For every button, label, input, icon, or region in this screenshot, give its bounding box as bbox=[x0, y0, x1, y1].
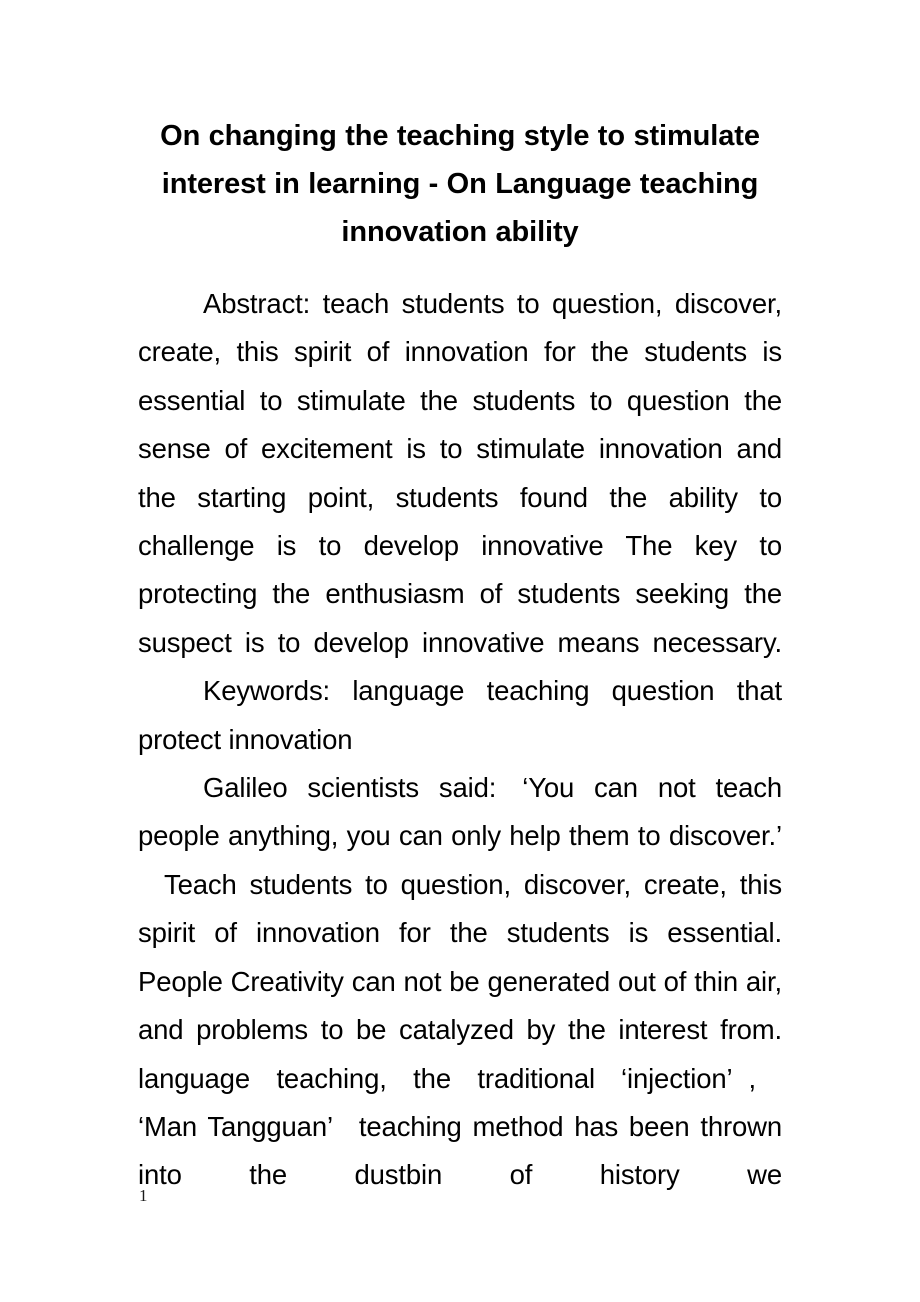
keywords-paragraph: Keywords: language teaching question that protect innovation bbox=[138, 675, 782, 755]
introduction-body-b: teaching method has been thrown into the dustbin of history we bbox=[138, 1110, 782, 1191]
page-number: 1 bbox=[139, 1186, 148, 1205]
document-body bbox=[138, 280, 782, 1200]
abstract-paragraph: Abstract: teach students to question, discover, create, this spirit of innovation for the students is essential to stimulate the students to question the sense of excitement is to stimulate innovation and the starting point, students found the ability to challenge is to develop innovative The key to protecting the enthusiasm of students seeking the suspect is to develop innovative means necessary. bbox=[138, 288, 782, 658]
term-separator-comma: , bbox=[748, 1062, 756, 1094]
page-content-column bbox=[138, 0, 782, 1200]
galileo-lead-in: Galileo scientists said: bbox=[203, 772, 497, 804]
galileo-quote: ‘You can not teach people anything, you can only help them to discover.’ bbox=[138, 772, 782, 852]
term-man-tangguan: ‘Man Tangguan’ bbox=[138, 1110, 333, 1142]
introduction-body-a: Teach students to question, discover, create, this spirit of innovation for the students is essential. People Creativity can not be generated out of thin air, and problems to be catalyzed by the interest from. language teaching, the traditional bbox=[138, 868, 782, 1094]
term-injection: ‘injection’ bbox=[621, 1062, 733, 1094]
introduction-paragraph bbox=[138, 764, 782, 1200]
page-title: On changing the teaching style to stimulate interest in learning - On Language teaching innovation ability bbox=[160, 120, 760, 248]
